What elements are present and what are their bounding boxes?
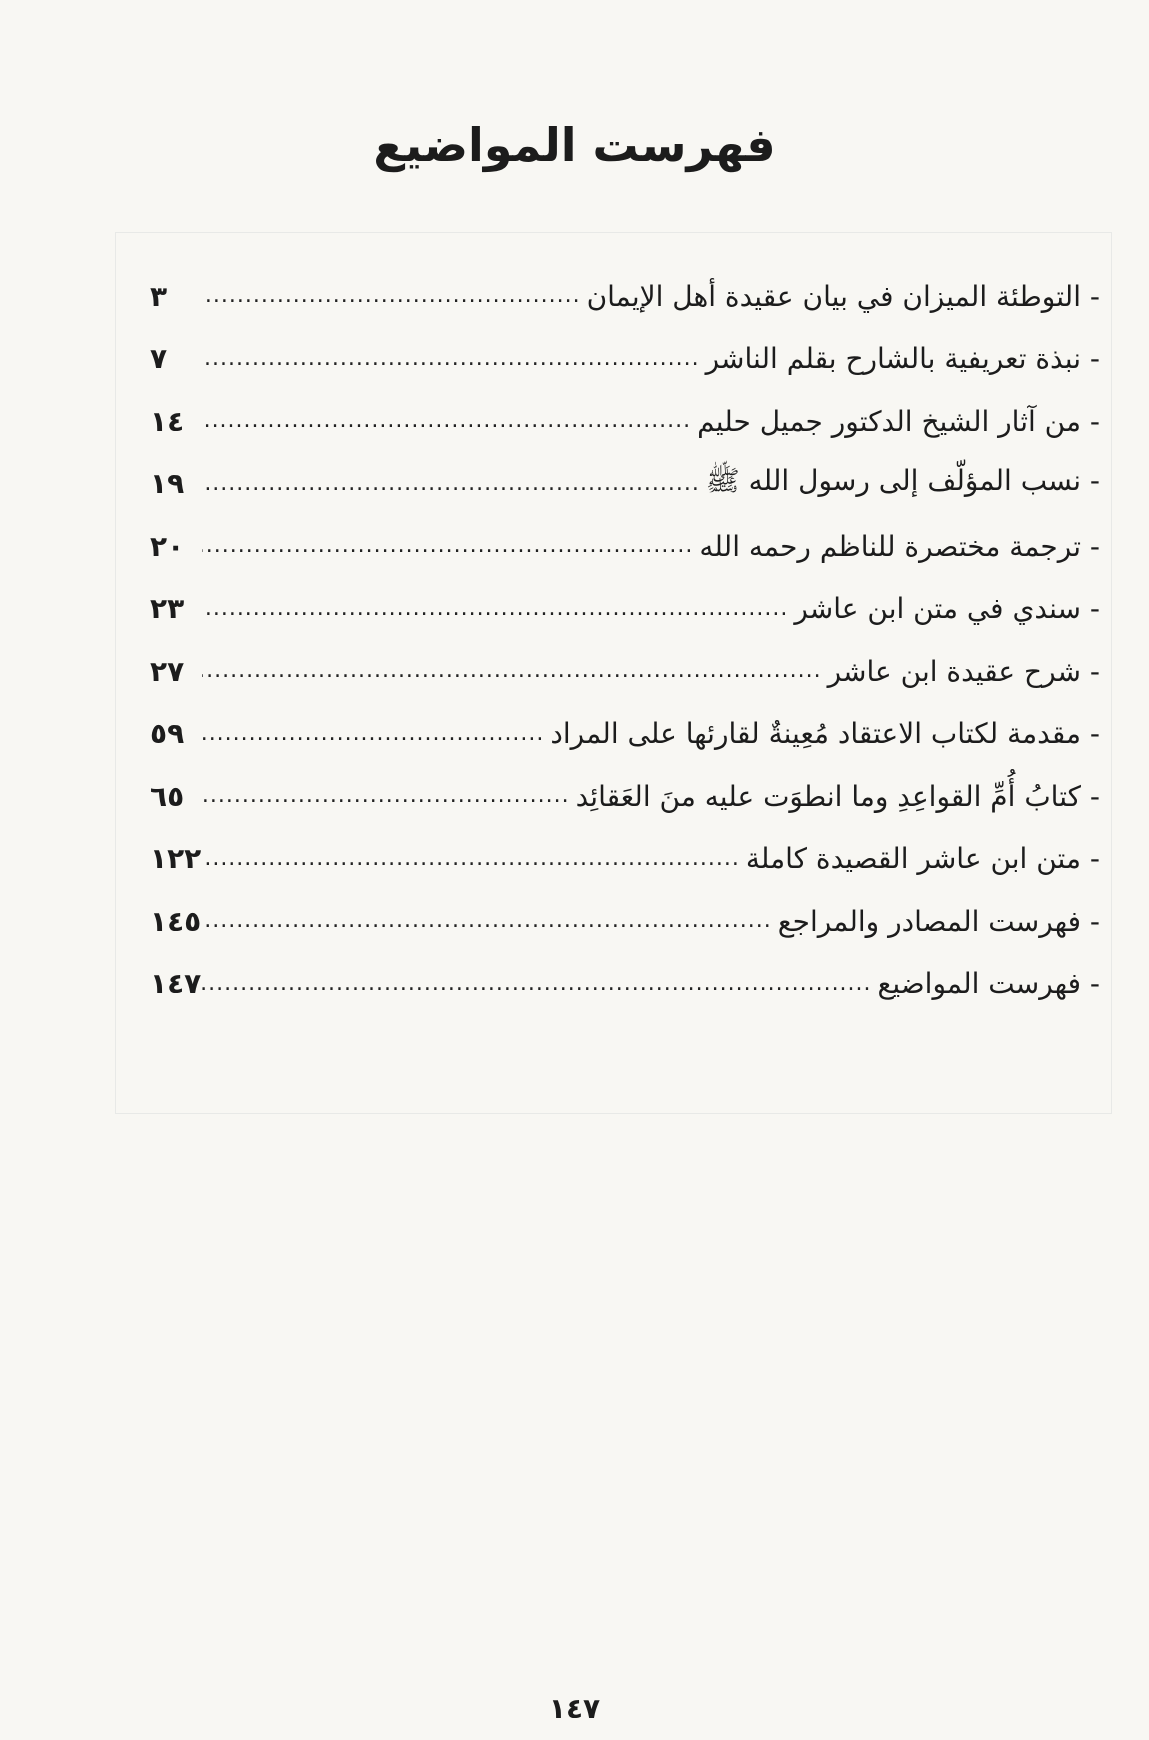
toc-row[interactable] <box>150 453 1100 516</box>
toc-entry-label: - التوطئة الميزان في بيان عقيدة أهل الإيمان <box>586 279 1100 313</box>
toc-page-number: ٣ <box>150 279 168 313</box>
toc-leader-dots <box>202 907 772 935</box>
toc-page-number: ٢٠ <box>150 529 185 563</box>
toc-leader-dots <box>202 657 822 685</box>
toc-leader-dots <box>202 470 700 498</box>
toc-page-number: ١٢٢ <box>150 842 202 876</box>
toc-row[interactable] <box>150 703 1100 766</box>
toc-leader-dots <box>202 595 788 623</box>
toc-row[interactable] <box>150 328 1100 391</box>
toc-page-number: ٦٥ <box>150 779 185 813</box>
toc-row[interactable] <box>150 515 1100 578</box>
toc-entry-label: - من آثار الشيخ الدكتور جميل حليم <box>697 404 1100 438</box>
toc-entry-label: - فهرست المواضيع <box>877 967 1100 1001</box>
toc-leader-dots <box>202 845 740 873</box>
toc-leader-dots <box>202 970 872 998</box>
toc-page-number: ٥٩ <box>150 717 185 751</box>
page-number: ١٤٧ <box>548 1692 601 1725</box>
toc-row[interactable] <box>150 390 1100 453</box>
toc-page-number: ١٤٥ <box>150 904 202 938</box>
toc-row[interactable] <box>150 953 1100 1016</box>
toc-entry-label: - مقدمة لكتاب الاعتقاد مُعِينةٌ لقارئها على المراد <box>550 717 1100 751</box>
toc-page-number: ١٩ <box>150 467 185 501</box>
page-title: فهرست المواضيع <box>373 118 776 172</box>
toc-leader-dots <box>202 782 570 810</box>
toc-leader-dots <box>202 407 691 435</box>
toc-row[interactable] <box>150 265 1100 328</box>
toc-entry-label: - نسب المؤلّف إلى رسول الله ﷺ <box>705 463 1100 497</box>
table-of-contents <box>150 265 1100 1015</box>
toc-row[interactable] <box>150 578 1100 641</box>
toc-leader-dots <box>202 532 693 560</box>
toc-row[interactable] <box>150 828 1100 891</box>
toc-row[interactable] <box>150 765 1100 828</box>
toc-leader-dots <box>202 282 581 310</box>
toc-entry-label: - فهرست المصادر والمراجع <box>777 904 1100 938</box>
toc-entry-label: - ترجمة مختصرة للناظم رحمه الله <box>699 529 1100 563</box>
toc-page-number: ٢٧ <box>150 654 185 688</box>
toc-page-number: ٢٣ <box>150 592 185 626</box>
toc-entry-label: - نبذة تعريفية بالشارح بقلم الناشر <box>705 342 1100 376</box>
toc-leader-dots <box>202 345 700 373</box>
toc-page-number: ١٤٧ <box>150 967 202 1001</box>
toc-page-number: ١٤ <box>150 404 185 438</box>
toc-entry-label: - سندي في متن ابن عاشر <box>794 592 1100 626</box>
toc-entry-label: - متن ابن عاشر القصيدة كاملة <box>745 842 1100 876</box>
toc-row[interactable] <box>150 890 1100 953</box>
toc-row[interactable] <box>150 640 1100 703</box>
toc-page-number: ٧ <box>150 342 168 376</box>
toc-entry-label: - شرح عقيدة ابن عاشر <box>827 654 1100 688</box>
toc-entry-label: - كتابُ أُمِّ القواعِدِ وما انطوَت عليه منَ العَقائِد <box>575 779 1100 813</box>
toc-leader-dots <box>202 720 544 748</box>
